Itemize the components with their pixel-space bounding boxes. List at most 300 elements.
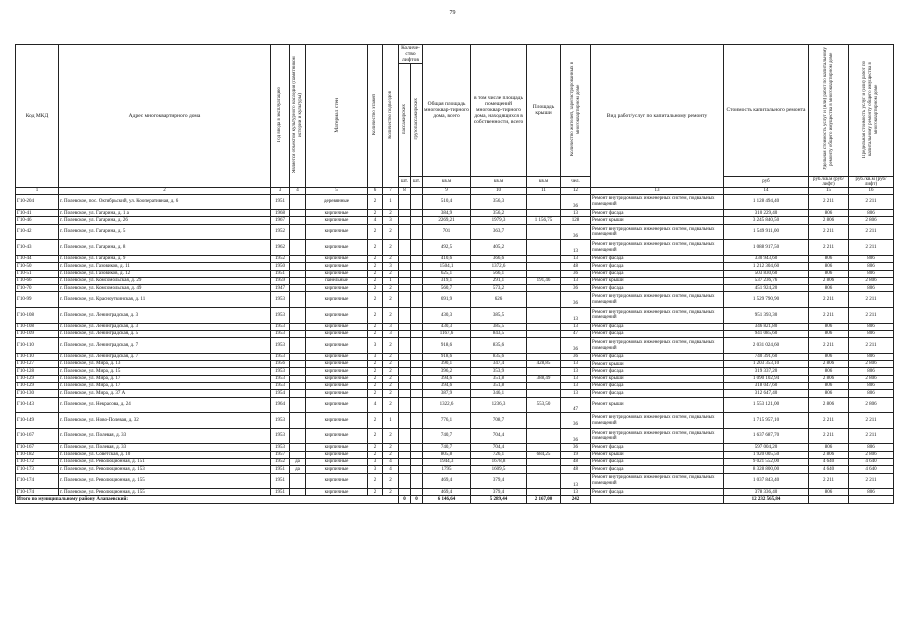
- row-residents: 36: [561, 285, 591, 292]
- row-unit-cost: 2 211: [809, 240, 849, 256]
- row-cost: 346 821,80: [724, 323, 809, 330]
- row-entrances: 3: [383, 217, 399, 224]
- table-row: [16, 263, 894, 270]
- row-floors: 2: [368, 224, 383, 240]
- row-roof-area: [527, 338, 561, 354]
- row-unit-cost: 806: [809, 444, 849, 451]
- row-lifts-passenger: [399, 217, 411, 224]
- row-max-cost: 2 211: [849, 473, 894, 489]
- row-roof-area: [527, 413, 561, 429]
- row-area-total: 625,1: [423, 270, 471, 277]
- row-floors: 3: [368, 466, 383, 473]
- row-residents: 36: [561, 194, 591, 210]
- row-unit-cost: 806: [809, 323, 849, 330]
- row-year: 1953: [271, 375, 290, 382]
- row-area-total: 510,4: [423, 194, 471, 210]
- row-lifts-passenger: [399, 323, 411, 330]
- row-material: панельные: [306, 277, 368, 284]
- row-max-cost: 4 640: [849, 466, 894, 473]
- row-area-owned: 366,6: [471, 255, 527, 262]
- row-floors: 2: [368, 263, 383, 270]
- row-kod: Г10-50: [16, 263, 59, 270]
- row-lifts-cargo: [411, 458, 423, 465]
- row-unit-cost: 2 211: [809, 428, 849, 444]
- header-cost: Стоимость капитального ремонта: [724, 45, 809, 177]
- table-row: [16, 383, 894, 390]
- row-heritage: да: [290, 466, 306, 473]
- row-entrances: 4: [383, 458, 399, 465]
- column-numbers-row: 1 2 3 4 5 6 7 8 9 10 11 12 13 14 15 16: [16, 187, 894, 194]
- row-heritage: [290, 361, 306, 368]
- row-material: кирпичные: [306, 428, 368, 444]
- row-material: деревянные: [306, 194, 368, 210]
- row-residents: 48: [561, 466, 591, 473]
- row-lifts-passenger: [399, 473, 411, 489]
- row-year: 1953: [271, 353, 290, 360]
- row-roof-area: [527, 383, 561, 390]
- row-floors: 2: [368, 444, 383, 451]
- row-lifts-cargo: [411, 224, 423, 240]
- row-work-type: Ремонт фасада: [591, 383, 724, 390]
- row-floors: 2: [368, 270, 383, 277]
- table-row: [16, 323, 894, 330]
- row-max-cost: 2 806: [849, 397, 894, 413]
- row-work-type: Ремонт фасада: [591, 390, 724, 397]
- row-material: кирпичные: [306, 270, 368, 277]
- table-row: [16, 375, 894, 382]
- row-entrances: 3: [383, 263, 399, 270]
- row-work-type: Ремонт фасада: [591, 210, 724, 217]
- row-residents: 13: [561, 255, 591, 262]
- row-work-type: Ремонт крыши: [591, 277, 724, 284]
- repair-program-table: [15, 44, 894, 504]
- row-kod: Г10-129: [16, 383, 59, 390]
- row-cost: 1 037 843,40: [724, 473, 809, 489]
- row-material: кирпичные: [306, 338, 368, 354]
- row-area-owned: 843,5: [471, 330, 527, 337]
- row-work-type: Ремонт фасада: [591, 353, 724, 360]
- row-cost: 941 085,60: [724, 330, 809, 337]
- row-year: 1959: [271, 277, 290, 284]
- row-entrances: 2: [383, 338, 399, 354]
- row-floors: 4: [368, 397, 383, 413]
- row-lifts-passenger: [399, 270, 411, 277]
- row-roof-area: 684,25: [527, 451, 561, 458]
- row-heritage: [290, 375, 306, 382]
- row-kod: Г10-172: [16, 458, 59, 465]
- row-kod: Г10-167: [16, 428, 59, 444]
- row-roof-area: [527, 308, 561, 324]
- row-lifts-passenger: [399, 428, 411, 444]
- row-kod: Г10-46: [16, 217, 59, 224]
- row-material: кирпичные: [306, 330, 368, 337]
- row-area-owned: 363,7: [471, 224, 527, 240]
- row-residents: 13: [561, 383, 591, 390]
- row-roof-area: [527, 330, 561, 337]
- row-address: г. Полевское, ул. Ленинградская, д. 5: [59, 330, 271, 337]
- row-kod: Г10-43: [16, 240, 59, 256]
- row-kod: Г10-182: [16, 451, 59, 458]
- header-floors: Количество этажей: [372, 94, 377, 135]
- row-year: 1956: [271, 361, 290, 368]
- row-unit-cost: 2 806: [809, 277, 849, 284]
- row-lifts-cargo: [411, 383, 423, 390]
- row-heritage: [290, 390, 306, 397]
- row-roof-area: [527, 473, 561, 489]
- row-material: кирпичные: [306, 217, 368, 224]
- row-entrances: 2: [383, 308, 399, 324]
- row-floors: 2: [368, 368, 383, 375]
- row-roof-area: 1 156,75: [527, 217, 561, 224]
- row-address: г. Полевское, ул. Ленинградская, д. 3: [59, 308, 271, 324]
- row-year: 1951: [271, 489, 290, 496]
- row-lifts-passenger: [399, 308, 411, 324]
- row-year: 1953: [271, 292, 290, 308]
- row-area-owned: 835,6: [471, 353, 527, 360]
- row-lifts-passenger: [399, 285, 411, 292]
- row-floors: 2: [368, 413, 383, 429]
- row-lifts-cargo: [411, 451, 423, 458]
- row-entrances: 1: [383, 413, 399, 429]
- row-max-cost: 2 211: [849, 338, 894, 354]
- row-lifts-cargo: [411, 323, 423, 330]
- row-roof-area: [527, 263, 561, 270]
- row-floors: 2: [368, 473, 383, 489]
- row-area-total: 469,4: [423, 473, 471, 489]
- row-address: г. Полевское, ул. Революционная, д. 155: [59, 473, 271, 489]
- row-year: 1953: [271, 338, 290, 354]
- row-area-owned: 1372,6: [471, 263, 527, 270]
- row-heritage: [290, 277, 306, 284]
- row-entrances: 3: [383, 323, 399, 330]
- table-row: [16, 458, 894, 465]
- row-lifts-passenger: [399, 338, 411, 354]
- row-floors: 2: [368, 210, 383, 217]
- row-floors: 3: [368, 338, 383, 354]
- page-number: 79: [449, 10, 456, 16]
- row-lifts-cargo: [411, 368, 423, 375]
- row-heritage: [290, 255, 306, 262]
- row-residents: 13: [561, 473, 591, 489]
- row-area-total: 2269,21: [423, 217, 471, 224]
- row-heritage: [290, 308, 306, 324]
- row-entrances: 4: [383, 466, 399, 473]
- row-area-owned: 1678,8: [471, 458, 527, 465]
- row-heritage: [290, 330, 306, 337]
- row-area-owned: 704,4: [471, 444, 527, 451]
- row-year: 1947: [271, 285, 290, 292]
- row-cost: 451 924,20: [724, 285, 809, 292]
- row-material: кирпичные: [306, 383, 368, 390]
- row-residents: 36: [561, 224, 591, 240]
- row-entrances: 2: [383, 285, 399, 292]
- row-work-type: Ремонт фасада: [591, 323, 724, 330]
- row-area-total: 1504,1: [423, 263, 471, 270]
- row-residents: 48: [561, 458, 591, 465]
- row-address: г. Полевское, ул. Гагарина, д. 1 а: [59, 210, 271, 217]
- row-year: 1950: [271, 263, 290, 270]
- row-unit-cost: 2 211: [809, 338, 849, 354]
- row-cost: 8 328 800,00: [724, 466, 809, 473]
- row-lifts-passenger: [399, 383, 411, 390]
- row-max-cost: 806: [849, 323, 894, 330]
- row-address: г. Полевское, ул. Мира, д. 17: [59, 383, 271, 390]
- row-residents: 13: [561, 308, 591, 324]
- row-kod: Г10-109: [16, 330, 59, 337]
- row-area-owned: 626: [471, 292, 527, 308]
- row-unit-cost: 2 211: [809, 473, 849, 489]
- row-floors: 2: [368, 375, 383, 382]
- row-address: г. Полевское, ул. Революционная, д. 155: [59, 489, 271, 496]
- row-entrances: 2: [383, 451, 399, 458]
- row-heritage: [290, 323, 306, 330]
- row-max-cost: 2 806: [849, 451, 894, 458]
- row-unit-cost: 806: [809, 390, 849, 397]
- row-kod: Г10-143: [16, 397, 59, 413]
- row-heritage: [290, 240, 306, 256]
- table-row: [16, 285, 894, 292]
- row-area-total: 740,7: [423, 428, 471, 444]
- row-material: кирпичные: [306, 375, 368, 382]
- table-row: [16, 361, 894, 368]
- row-kod: Г10-110: [16, 338, 59, 354]
- row-lifts-cargo: [411, 390, 423, 397]
- table-row: [16, 240, 894, 256]
- row-area-total: 918,6: [423, 338, 471, 354]
- row-kod: Г10-110: [16, 353, 59, 360]
- row-year: 1954: [271, 390, 290, 397]
- row-entrances: 2: [383, 255, 399, 262]
- row-residents: 47: [561, 397, 591, 413]
- row-kod: Г10-174: [16, 473, 59, 489]
- row-area-total: 394,6: [423, 383, 471, 390]
- row-kod: Г10-149: [16, 413, 59, 429]
- row-lifts-passenger: [399, 277, 411, 284]
- row-work-type: Ремонт внутридомовых инженерных систем, подвальных помещений: [591, 473, 724, 489]
- row-entrances: 2: [383, 240, 399, 256]
- row-heritage: [290, 451, 306, 458]
- row-lifts-passenger: [399, 375, 411, 382]
- row-cost: 503 830,60: [724, 270, 809, 277]
- row-year: 1953: [271, 383, 290, 390]
- table-row: [16, 489, 894, 496]
- row-entrances: 2: [383, 224, 399, 240]
- row-area-total: 430,3: [423, 323, 471, 330]
- row-work-type: Ремонт внутридомовых инженерных систем, подвальных помещений: [591, 224, 724, 240]
- row-entrances: 2: [383, 292, 399, 308]
- row-cost: 1 553 121,00: [724, 397, 809, 413]
- row-kod: Г10-174: [16, 489, 59, 496]
- row-year: 1953: [271, 330, 290, 337]
- row-cost: 312 647,40: [724, 390, 809, 397]
- row-area-owned: 704,4: [471, 428, 527, 444]
- row-heritage: [290, 397, 306, 413]
- table-row: [16, 390, 894, 397]
- row-floors: 2: [368, 285, 383, 292]
- row-lifts-passenger: [399, 390, 411, 397]
- row-area-owned: 708,7: [471, 413, 527, 429]
- row-max-cost: 806: [849, 489, 894, 496]
- row-area-total: 492,5: [423, 240, 471, 256]
- table-row: [16, 255, 894, 262]
- row-lifts-cargo: [411, 217, 423, 224]
- row-address: г. Полевское, ул. Ново-Полевая, д. 32: [59, 413, 271, 429]
- row-address: г. Полевское, ул. Комсомольская, д. 29: [59, 277, 271, 284]
- row-floors: 2: [368, 383, 383, 390]
- row-material: кирпичные: [306, 489, 368, 496]
- row-material: кирпичные: [306, 353, 368, 360]
- row-area-owned: 291,1: [471, 277, 527, 284]
- row-lifts-cargo: [411, 397, 423, 413]
- row-area-total: 740,7: [423, 444, 471, 451]
- row-kod: Г10-99: [16, 292, 59, 308]
- table-body: [16, 194, 894, 496]
- header-heritage: Является объектом культурного наследия (памятником истории и культуры): [291, 56, 303, 173]
- row-work-type: Ремонт фасада: [591, 458, 724, 465]
- table-row: [16, 466, 894, 473]
- row-entrances: 2: [383, 210, 399, 217]
- row-floors: 2: [368, 361, 383, 368]
- row-residents: 13: [561, 390, 591, 397]
- row-lifts-cargo: [411, 338, 423, 354]
- row-cost: 537 236,76: [724, 277, 809, 284]
- row-area-total: 691,9: [423, 292, 471, 308]
- row-work-type: Ремонт внутридомовых инженерных систем, подвальных помещений: [591, 292, 724, 308]
- row-residents: 47: [561, 330, 591, 337]
- row-kod: Г10-128: [16, 368, 59, 375]
- row-unit-cost: 4 640: [809, 458, 849, 465]
- table-row: [16, 338, 894, 354]
- row-address: г. Полевское, ул. Ленинградская, д. 7: [59, 338, 271, 354]
- row-cost: 2 031 024,60: [724, 338, 809, 354]
- row-heritage: [290, 224, 306, 240]
- row-area-total: 410,6: [423, 255, 471, 262]
- row-area-total: 776,1: [423, 413, 471, 429]
- row-area-owned: 385,5: [471, 323, 527, 330]
- row-floors: 2: [368, 308, 383, 324]
- row-cost: 1 090 102,94: [724, 375, 809, 382]
- row-address: г. Полевское, ул. Революционная, д. 153: [59, 466, 271, 473]
- row-max-cost: 2 806: [849, 277, 894, 284]
- row-heritage: [290, 338, 306, 354]
- row-residents: 13: [561, 489, 591, 496]
- row-address: г. Полевское, ул. Некрасова, д. 24: [59, 397, 271, 413]
- row-address: г. Полевское, ул. Гагарина, д. 5: [59, 224, 271, 240]
- row-kod: Г10-42: [16, 224, 59, 240]
- row-area-total: 805,8: [423, 451, 471, 458]
- row-roof-area: [527, 444, 561, 451]
- row-max-cost: 806: [849, 285, 894, 292]
- row-cost: 1 715 957,10: [724, 413, 809, 429]
- row-unit-cost: 2 806: [809, 361, 849, 368]
- row-work-type: Ремонт внутридомовых инженерных систем, подвальных помещений: [591, 428, 724, 444]
- row-cost: 951 393,30: [724, 308, 809, 324]
- row-lifts-passenger: [399, 444, 411, 451]
- row-kod: Г10-108: [16, 323, 59, 330]
- row-area-owned: 346,1: [471, 390, 527, 397]
- table-row: [16, 473, 894, 489]
- row-roof-area: [527, 489, 561, 496]
- row-roof-area: [527, 428, 561, 444]
- row-floors: 3: [368, 458, 383, 465]
- header-lifts-cargo: грузопассажирских: [413, 97, 419, 140]
- units-row: шт. шт. кв.м кв.м кв.м чел. руб руб./кв.м (руб/лифт) руб./кв.м (руб/лифт): [16, 176, 894, 187]
- row-roof-area: 388,49: [527, 375, 561, 382]
- row-roof-area: 191,46: [527, 277, 561, 284]
- row-address: г. Полевское, ул. Полевая, д. 33: [59, 444, 271, 451]
- header-year: Год ввода в эксплуатацию: [277, 86, 282, 143]
- row-heritage: [290, 383, 306, 390]
- row-lifts-cargo: [411, 353, 423, 360]
- row-cost: 1 088 917,50: [724, 240, 809, 256]
- table-row: [16, 277, 894, 284]
- row-heritage: [290, 270, 306, 277]
- row-year: 1964: [271, 397, 290, 413]
- row-area-total: 430,3: [423, 308, 471, 324]
- row-area-total: 1167,6: [423, 330, 471, 337]
- row-address: г. Полевское, ул. Комсомольская, д. 49: [59, 285, 271, 292]
- row-cost: 597 004,20: [724, 444, 809, 451]
- row-year: 1953: [271, 368, 290, 375]
- table-row: [16, 353, 894, 360]
- row-lifts-cargo: [411, 292, 423, 308]
- row-cost: 378 336,40: [724, 489, 809, 496]
- table-row: [16, 428, 894, 444]
- row-material: кирпичные: [306, 323, 368, 330]
- row-kod: Г10-127: [16, 361, 59, 368]
- row-unit-cost: 2 211: [809, 308, 849, 324]
- row-max-cost: 2 211: [849, 240, 894, 256]
- row-roof-area: [527, 224, 561, 240]
- row-roof-area: [527, 323, 561, 330]
- row-floors: 2: [368, 489, 383, 496]
- row-work-type: Ремонт фасада: [591, 466, 724, 473]
- row-entrances: 2: [383, 383, 399, 390]
- row-kod: Г10-66: [16, 277, 59, 284]
- row-max-cost: 4 640: [849, 458, 894, 465]
- row-unit-cost: 2 806: [809, 451, 849, 458]
- row-work-type: Ремонт фасада: [591, 263, 724, 270]
- table-row: [16, 330, 894, 337]
- row-entrances: 3: [383, 330, 399, 337]
- row-lifts-cargo: [411, 375, 423, 382]
- row-max-cost: 806: [849, 263, 894, 270]
- row-area-total: 1795: [423, 466, 471, 473]
- row-unit-cost: 806: [809, 330, 849, 337]
- table-row: [16, 270, 894, 277]
- row-roof-area: [527, 240, 561, 256]
- row-heritage: [290, 428, 306, 444]
- row-entrances: 2: [383, 368, 399, 375]
- row-max-cost: 2 211: [849, 292, 894, 308]
- row-material: кирпичные: [306, 308, 368, 324]
- row-heritage: [290, 489, 306, 496]
- row-area-owned: 385,5: [471, 308, 527, 324]
- row-area-total: 1944,3: [423, 458, 471, 465]
- row-area-total: 469,4: [423, 489, 471, 496]
- row-year: 1952: [271, 224, 290, 240]
- row-entrances: 2: [383, 444, 399, 451]
- row-kod: Г10-130: [16, 390, 59, 397]
- row-work-type: Ремонт фасада: [591, 270, 724, 277]
- row-area-owned: 726,1: [471, 451, 527, 458]
- row-work-type: Ремонт внутридомовых инженерных систем, подвальных помещений: [591, 308, 724, 324]
- row-roof-area: [527, 353, 561, 360]
- row-floors: 2: [368, 428, 383, 444]
- row-roof-area: 428,85: [527, 361, 561, 368]
- header-area-total: Общая площадь многоквар-тирного дома, всего: [423, 45, 471, 177]
- table-row: [16, 413, 894, 429]
